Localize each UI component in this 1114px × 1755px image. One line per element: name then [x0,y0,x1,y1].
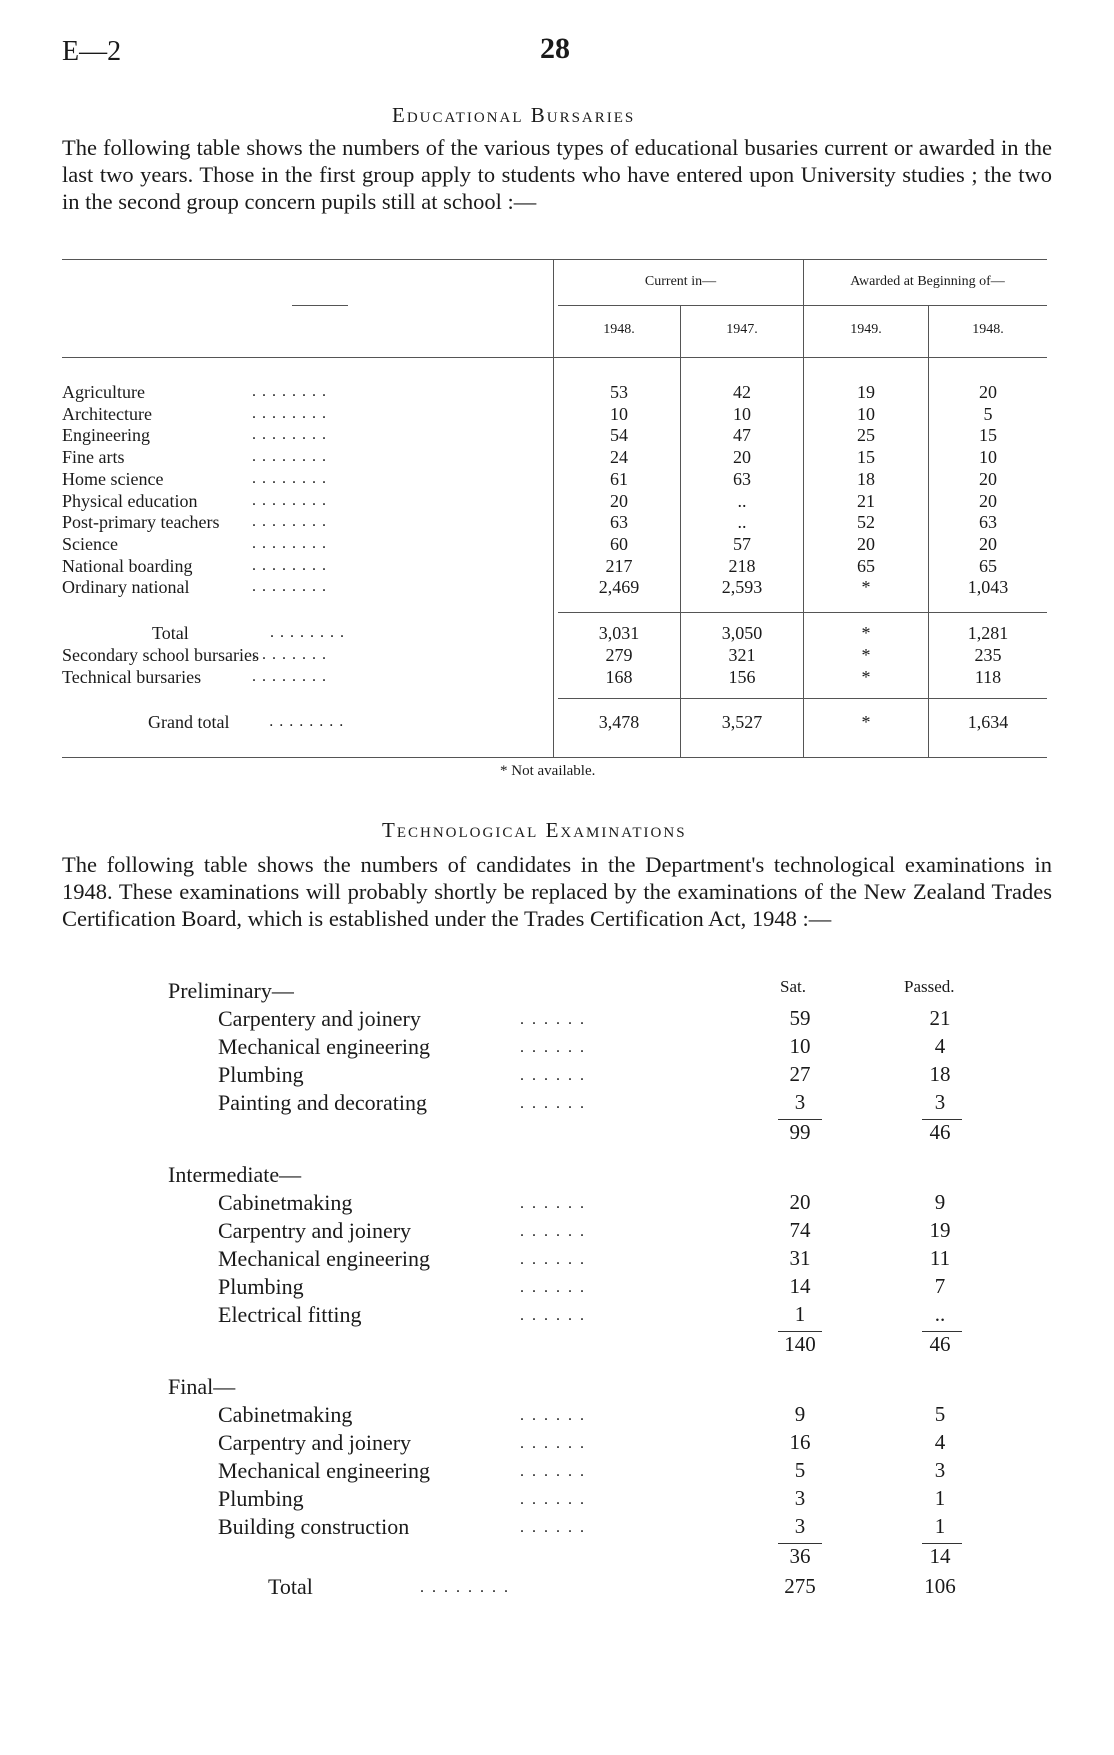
exam-item-leader: . . . . . . [520,1407,586,1424]
bursary-row-cell: 47 [733,425,751,446]
bursary-row-label: Engineering [62,425,150,446]
bursary-row-cell: 20 [979,382,997,402]
exam-grand-sat: 275 [784,1574,816,1598]
bursary-total-row-cell: 3,031 [598,623,640,643]
bursary-row-cell: 20 [979,490,997,511]
bursary-row-cell: .. [737,490,747,511]
bursary-row-cell: 1,043 [967,577,1009,598]
bursary-grand-total-leader: . . . . . . . . [269,713,345,730]
exam-total-leader: . . . . . . . . [420,1579,510,1596]
year-col-4: 1948. [972,322,1004,337]
bursary-row-cell: 60 [610,533,628,554]
exam-sat-value: 31 [789,1246,811,1270]
group-awarded-label: Awarded at Beginning of— [850,274,1005,289]
bursary-row-cell: 217 [605,555,633,576]
exam-item-label: Cabinetmaking [218,1402,353,1427]
exam-passed-value: 1 [934,1514,946,1538]
exam-passed-value: 7 [934,1274,946,1298]
bursary-row-leader: . . . . . . . . [252,469,327,487]
bursary-row-cell: 20 [979,468,997,489]
bursary-row-leader: . . . . . . . . [252,556,327,574]
bursary-row-cell: 10 [979,447,997,468]
exam-item-leader: . . . . . . [520,1307,586,1324]
exam-item-leader: . . . . . . [520,1491,586,1508]
exam-item-leader: . . . . . . [520,1519,586,1536]
bursaries-footnote: * Not available. [500,763,596,779]
bursary-row-cell: 10 [610,403,628,424]
exam-item-label: Carpentery and joinery [218,1006,421,1031]
bursary-row-label: Science [62,533,118,554]
bursary-total-row-label: Secondary school bursaries [62,645,259,665]
exam-passed-value: 19 [929,1218,951,1242]
bursary-row-cell: 24 [610,447,628,468]
stub-rule [292,305,348,306]
bursary-row-cell: 61 [610,468,628,489]
exam-item-label: Electrical fitting [218,1302,362,1327]
bursary-total-row-label: Total [152,623,189,643]
bursary-grand-total-cell: * [861,712,871,732]
bursary-row-label: Agriculture [62,382,145,402]
bursary-row-label: Physical education [62,490,198,511]
bursary-row-label: Architecture [62,403,152,424]
col-passed-label: Passed. [904,977,955,996]
bursary-row-leader: . . . . . . . . [252,534,327,552]
exam-sat-value: 16 [789,1430,811,1454]
exam-item-leader: . . . . . . [520,1463,586,1480]
bursary-grand-total-label: Grand total [148,712,230,732]
exam-item-leader: . . . . . . [520,1435,586,1452]
group-current-label: Current in— [644,274,717,289]
exam-passed-value: 3 [934,1458,946,1482]
bursary-row-cell: 19 [857,382,875,402]
bursary-row-cell: 218 [728,555,756,576]
exam-sat-value: 20 [789,1190,811,1214]
exam-sat-subtotal: 140 [784,1332,816,1356]
bursary-total-row-cell: 168 [605,667,633,687]
exam-sat-subtotal: 36 [789,1544,811,1568]
exam-passed-subtotal: 46 [929,1120,951,1144]
exam-item-leader: . . . . . . [520,1095,586,1112]
bursary-row-leader: . . . . . . . . [252,578,327,596]
year-col-2: 1947. [726,322,758,337]
exam-passed-value: 9 [934,1190,946,1214]
exam-item-label: Painting and decorating [218,1090,427,1115]
exam-item-label: Mechanical engineering [218,1034,430,1059]
exam-sat-value: 9 [794,1402,806,1426]
exam-item-label: Plumbing [218,1274,304,1299]
exam-item-leader: . . . . . . [520,1039,586,1056]
exam-item-label: Carpentry and joinery [218,1218,412,1243]
header-bottom-rule [62,357,1047,358]
exam-passed-subtotal: 46 [929,1332,951,1356]
bursary-row-cell: 10 [733,403,751,424]
table-bottom-rule [62,757,1047,758]
bursary-total-row-cell: * [861,645,871,665]
bursary-row-cell: 63 [733,468,751,489]
page-number: 28 [540,32,570,65]
bursary-row-leader: . . . . . . . . [252,383,327,400]
stub-divider [553,259,554,757]
bursary-total-row-leader: . . . . . . . . [252,668,327,685]
bursary-row-cell: 21 [857,490,875,511]
bursary-total-row-label: Technical bursaries [62,667,202,687]
bursary-row-cell: 52 [857,512,875,533]
bursary-total-row-cell: * [861,623,871,643]
bursary-total-row-cell: 235 [974,645,1002,665]
exam-sat-value: 3 [794,1090,806,1114]
bursary-row-label: Post-primary teachers [62,512,220,533]
bursary-row-cell: 42 [733,382,751,402]
exam-sat-value: 10 [789,1034,811,1058]
bursary-total-row-cell: 118 [974,667,1002,687]
bursary-row-cell: * [861,577,871,598]
bursary-row-cell: 65 [979,555,997,576]
exam-group-heading: Intermediate— [168,1162,302,1187]
bursary-row-cell: 57 [733,533,751,554]
bursary-row-leader: . . . . . . . . [252,404,327,422]
exam-item-leader: . . . . . . [520,1279,586,1296]
bursary-row-cell: 63 [610,512,628,533]
exam-item-leader: . . . . . . [520,1195,586,1212]
table-top-rule [62,259,1047,260]
exam-passed-value: 4 [934,1034,946,1058]
exam-item-leader: . . . . . . [520,1067,586,1084]
bursary-row-label: National boarding [62,555,193,576]
bursary-row-leader: . . . . . . . . [252,513,327,531]
bursary-row-label: Fine arts [62,447,125,468]
exam-sat-value: 14 [789,1274,811,1298]
bursary-row-cell: 63 [979,512,997,533]
bursary-total-row-cell: 279 [605,645,633,665]
exam-group-heading: Preliminary— [168,978,294,1003]
bursary-total-row-cell: 1,281 [967,623,1009,643]
bursary-total-row-cell: 3,050 [721,623,763,643]
tech-intro: The following table shows the numbers of candidates in the Department's technological examinations in 1948. These examinations will probably shortly be replaced by the examinations of the New Zealand Trades Certification Board, which is established under the Trades Certification Act, 1948 :— [62,852,1052,931]
exam-passed-value: 4 [934,1430,946,1454]
exam-sat-value: 59 [789,1006,811,1030]
bursaries-intro: The following table shows the numbers of the various types of educational busaries current or awarded in the last two years. Those in the first group apply to students who have entered upon University studies ; the two in the second group concern pupils still at school :— [62,135,1052,214]
exam-item-label: Mechanical engineering [218,1458,430,1483]
exam-sat-value: 5 [794,1458,806,1482]
bursary-row-cell: 54 [610,425,628,446]
exam-sat-value: 3 [794,1486,806,1510]
exam-item-leader: . . . . . . [520,1223,586,1240]
exam-passed-subtotal: 14 [929,1544,951,1568]
bursary-row-label: Home science [62,468,164,489]
bursary-total-row-cell: * [861,667,871,687]
exam-group-heading: Final— [168,1374,236,1399]
exam-passed-value: 11 [929,1246,951,1270]
exam-item-label: Building construction [218,1514,410,1539]
exam-item-label: Carpentry and joinery [218,1430,412,1455]
exam-item-leader: . . . . . . [520,1011,586,1028]
bursary-total-row-cell: 321 [728,645,756,665]
exam-passed-value: 5 [934,1402,946,1426]
exam-passed-value: .. [934,1302,946,1326]
bursary-total-row-leader: . . . . . . . . [270,624,345,641]
bursaries-title: Educational Bursaries [392,103,636,127]
exam-item-label: Cabinetmaking [218,1190,353,1215]
exam-sat-value: 74 [789,1218,811,1242]
year-col-3: 1949. [850,322,882,337]
exam-passed-value: 1 [934,1486,946,1510]
bursary-row-cell: 65 [857,555,875,576]
exam-sat-value: 1 [794,1302,806,1326]
exam-grand-passed: 106 [924,1574,956,1598]
bursary-grand-total-cell: 3,478 [598,712,640,732]
bursary-row-leader: . . . . . . . . [252,426,327,444]
bursary-row-label: Ordinary national [62,577,190,598]
bursary-total-row-cell: 156 [728,667,756,687]
exam-passed-value: 18 [929,1062,951,1086]
col-sat-label: Sat. [780,977,806,996]
bursary-row-cell: 20 [610,490,628,511]
bursary-row-cell: 25 [857,425,875,446]
bursary-grand-total-cell: 3,527 [721,712,763,732]
bursary-row-cell: 15 [979,425,997,446]
exam-sat-value: 27 [789,1062,811,1086]
bursary-row-leader: . . . . . . . . [252,448,327,466]
bursary-row-cell: 2,593 [721,577,763,598]
bursary-row-cell: 20 [979,533,997,554]
bursary-row-cell: 5 [983,403,993,424]
exam-item-label: Plumbing [218,1486,304,1511]
bursary-row-cell: 15 [857,447,875,468]
bursary-row-cell: 53 [610,382,628,402]
tech-title: Technological Examinations [382,818,687,842]
bursary-row-cell: 20 [733,447,751,468]
exam-item-leader: . . . . . . [520,1251,586,1268]
bursary-row-cell: 18 [857,468,875,489]
bursary-grand-total-cell: 1,634 [967,712,1009,732]
bursary-row-cell: 2,469 [598,577,640,598]
page-code: E—2 [62,36,122,67]
bursary-row-cell: 20 [857,533,875,554]
year-col-1: 1948. [603,322,635,337]
exam-passed-value: 21 [929,1006,951,1030]
bursary-row-cell: .. [737,512,747,533]
exam-sat-subtotal: 99 [789,1120,811,1144]
bursary-total-row-leader: . . . . . . . . [252,646,327,663]
exam-item-label: Mechanical engineering [218,1246,430,1271]
bursary-row-leader: . . . . . . . . [252,491,327,509]
exam-total-label: Total [268,1574,313,1599]
exam-sat-value: 3 [794,1514,806,1538]
bursary-row-cell: 10 [857,403,875,424]
exam-passed-value: 3 [934,1090,946,1114]
exam-item-label: Plumbing [218,1062,304,1087]
